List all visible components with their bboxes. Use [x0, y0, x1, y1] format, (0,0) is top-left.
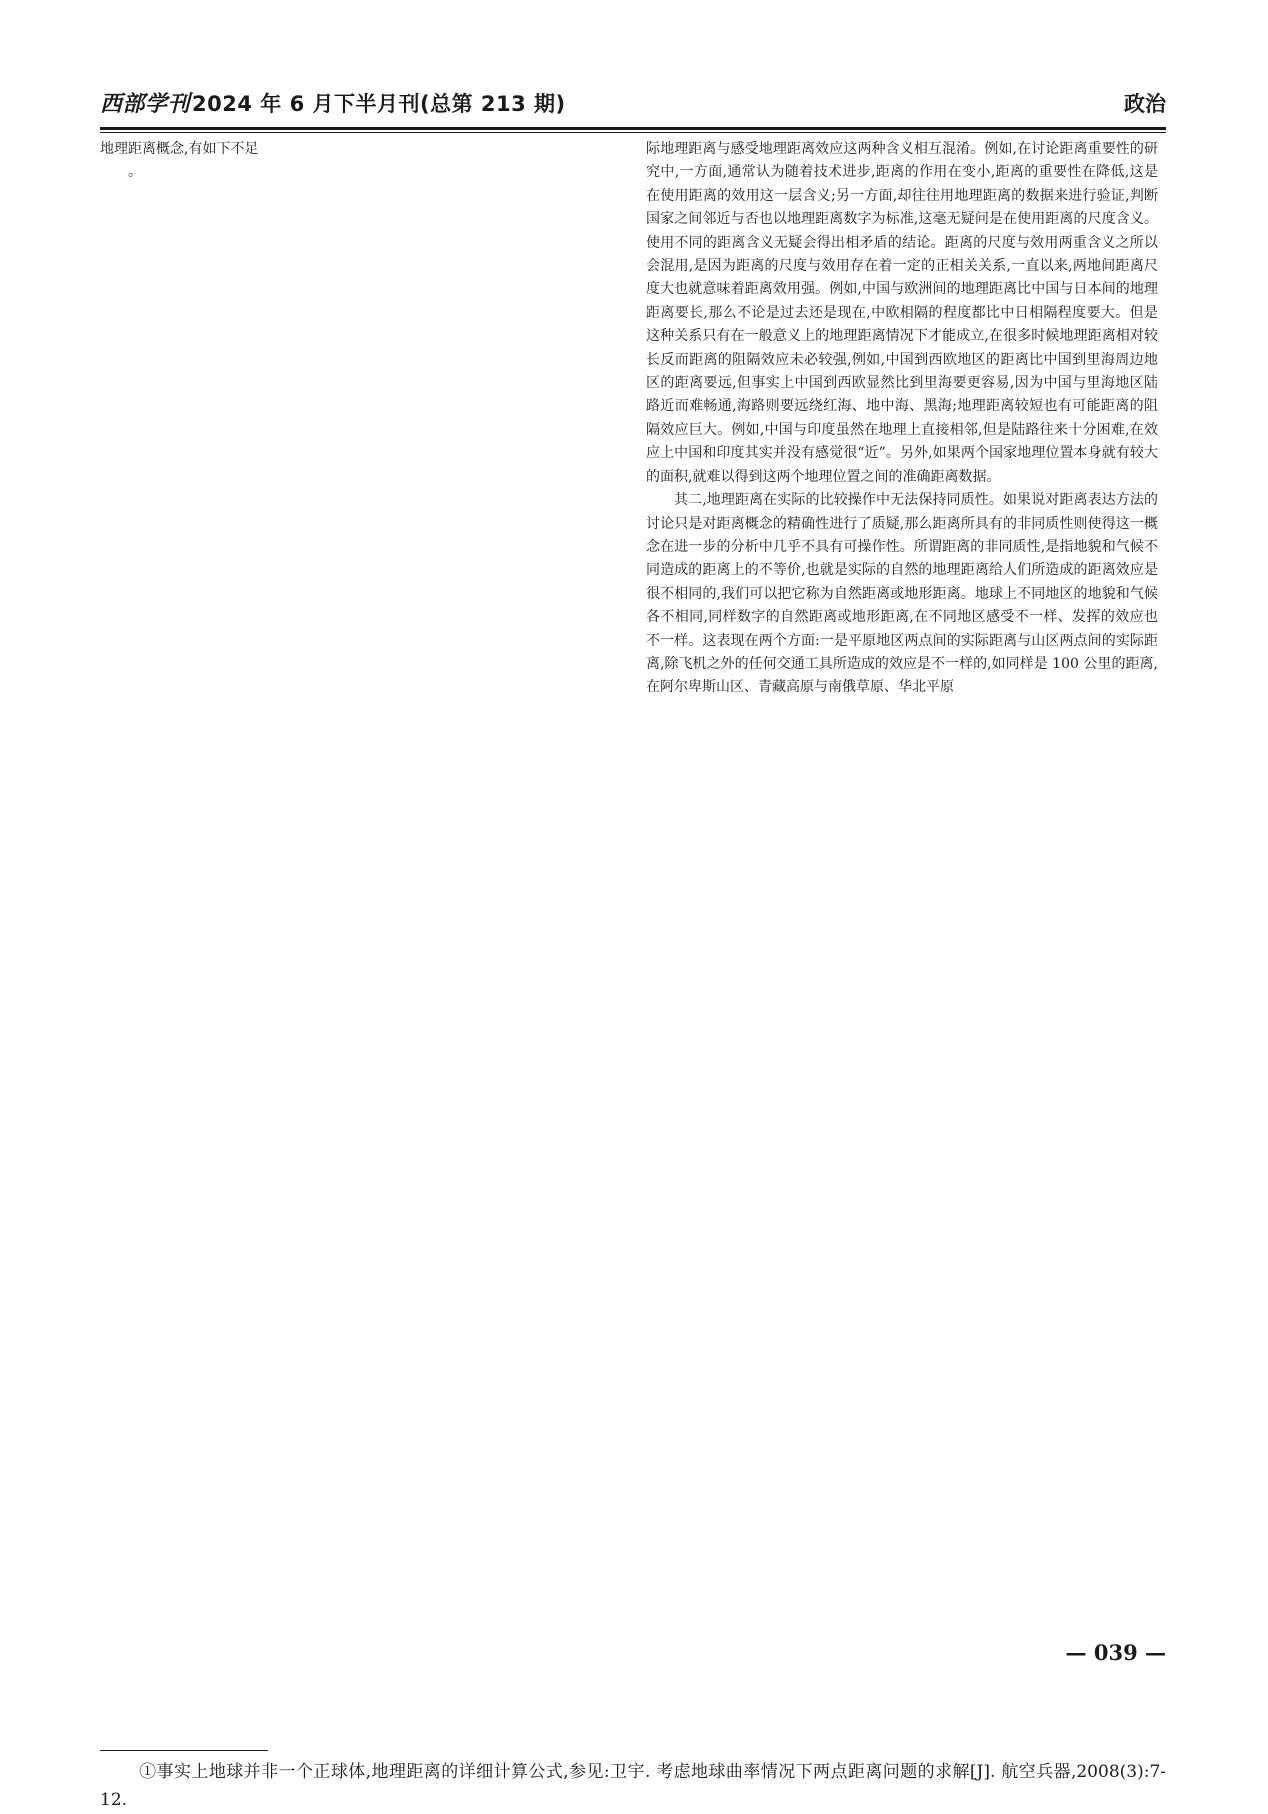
running-header	[100, 84, 1166, 124]
left-column	[100, 138, 612, 1758]
footnote-rule	[100, 1750, 268, 1751]
header-rule-thin	[100, 132, 1166, 133]
footnote: ①事实上地球并非一个正球体,地理距离的详细计算公式,参见:卫宇. 考虑地球曲率情况下两点距离问题的求解[J]. 航空兵器,2008(3):7-12.	[100, 1762, 1166, 1810]
paragraph: 地理距离概念,有如下不足	[100, 141, 259, 157]
journal-logo: 西部学刊	[100, 91, 191, 117]
paragraph: 其二,地理距离在实际的比较操作中无法保持同质性。如果说对距离表达方法的讨论只是对距离概念的精确性进行了质疑,那么距离所具有的非同质性则使得这一概念在进一步的分析中几乎不具有可操作性。所谓距离的非同质性,是指地貌和气候不同造成的距离上的不等价,也就是实际的自然的地理距离给人们所造成的距离效应是很不相同的,我们可以把它称为自然距离或地形距离。地球上不同地区的地貌和气候各不相同,同样数字的自然距离或地形距离,在不同地区感受不一样、发挥的效应也不一样。这表现在两个方面:一是平原地区两点间的实际距离与山区两点间的实际距离,除飞机之外的任何交通工具所造成的效应是不一样的,如同样是 100 公里的距离,在阿尔卑斯山区、青藏高原与南俄草原、华北平原	[646, 492, 1158, 696]
header-journal	[100, 84, 566, 124]
right-column	[646, 138, 1158, 1758]
header-rule	[100, 127, 1166, 130]
header-issue: 2024 年 6 月下半月刊(总第 213 期)	[192, 92, 566, 116]
paragraph: 际地理距离与感受地理距离效应这两种含义相互混淆。例如,在讨论距离重要性的研究中,一方面,通常认为随着技术进步,距离的作用在变小,距离的重要性在降低,这是在使用距离的效用这一层含义;另一方面,却往往用地理距离的数据来进行验证,判断国家之间邻近与否也以地理距离数字为标准,这毫无疑问是在使用距离的尺度含义。使用不同的距离含义无疑会得出相矛盾的结论。距离的尺度与效用两重含义之所以会混用,是因为距离的尺度与效用存在着一定的正相关关系,一直以来,两地间距离尺度大也就意味着距离效用强。例如,中国与欧洲间的地理距离比中国与日本间的地理距离要长,那么不论是过去还是现在,中欧相隔的程度都比中日相隔程度要大。但是这种关系只有在一般意义上的地理距离情况下才能成立,在很多时候地理距离相对较长反而距离的阻隔效应未必较强,例如,中国到西欧地区的距离比中国到里海周边地区的距离要远,但事实上中国到西欧显然比到里海要更容易,因为中国与里海地区陆路近而难畅通,海路则要远绕红海、地中海、黑海;地理距离较短也有可能距离的阻隔效应巨大。例如,中国与印度虽然在地理上直接相邻,但是陆路往来十分困难,在效应上中国和印度其实并没有感觉很“近”。另外,如果两个国家地理位置本身就有较大的面积,就难以得到这两个地理位置之间的准确距离数据。	[646, 141, 1158, 485]
header-section: 政治	[1124, 92, 1166, 116]
paragraph: 。	[128, 164, 142, 181]
page-number: — 039 —	[1065, 1640, 1166, 1665]
